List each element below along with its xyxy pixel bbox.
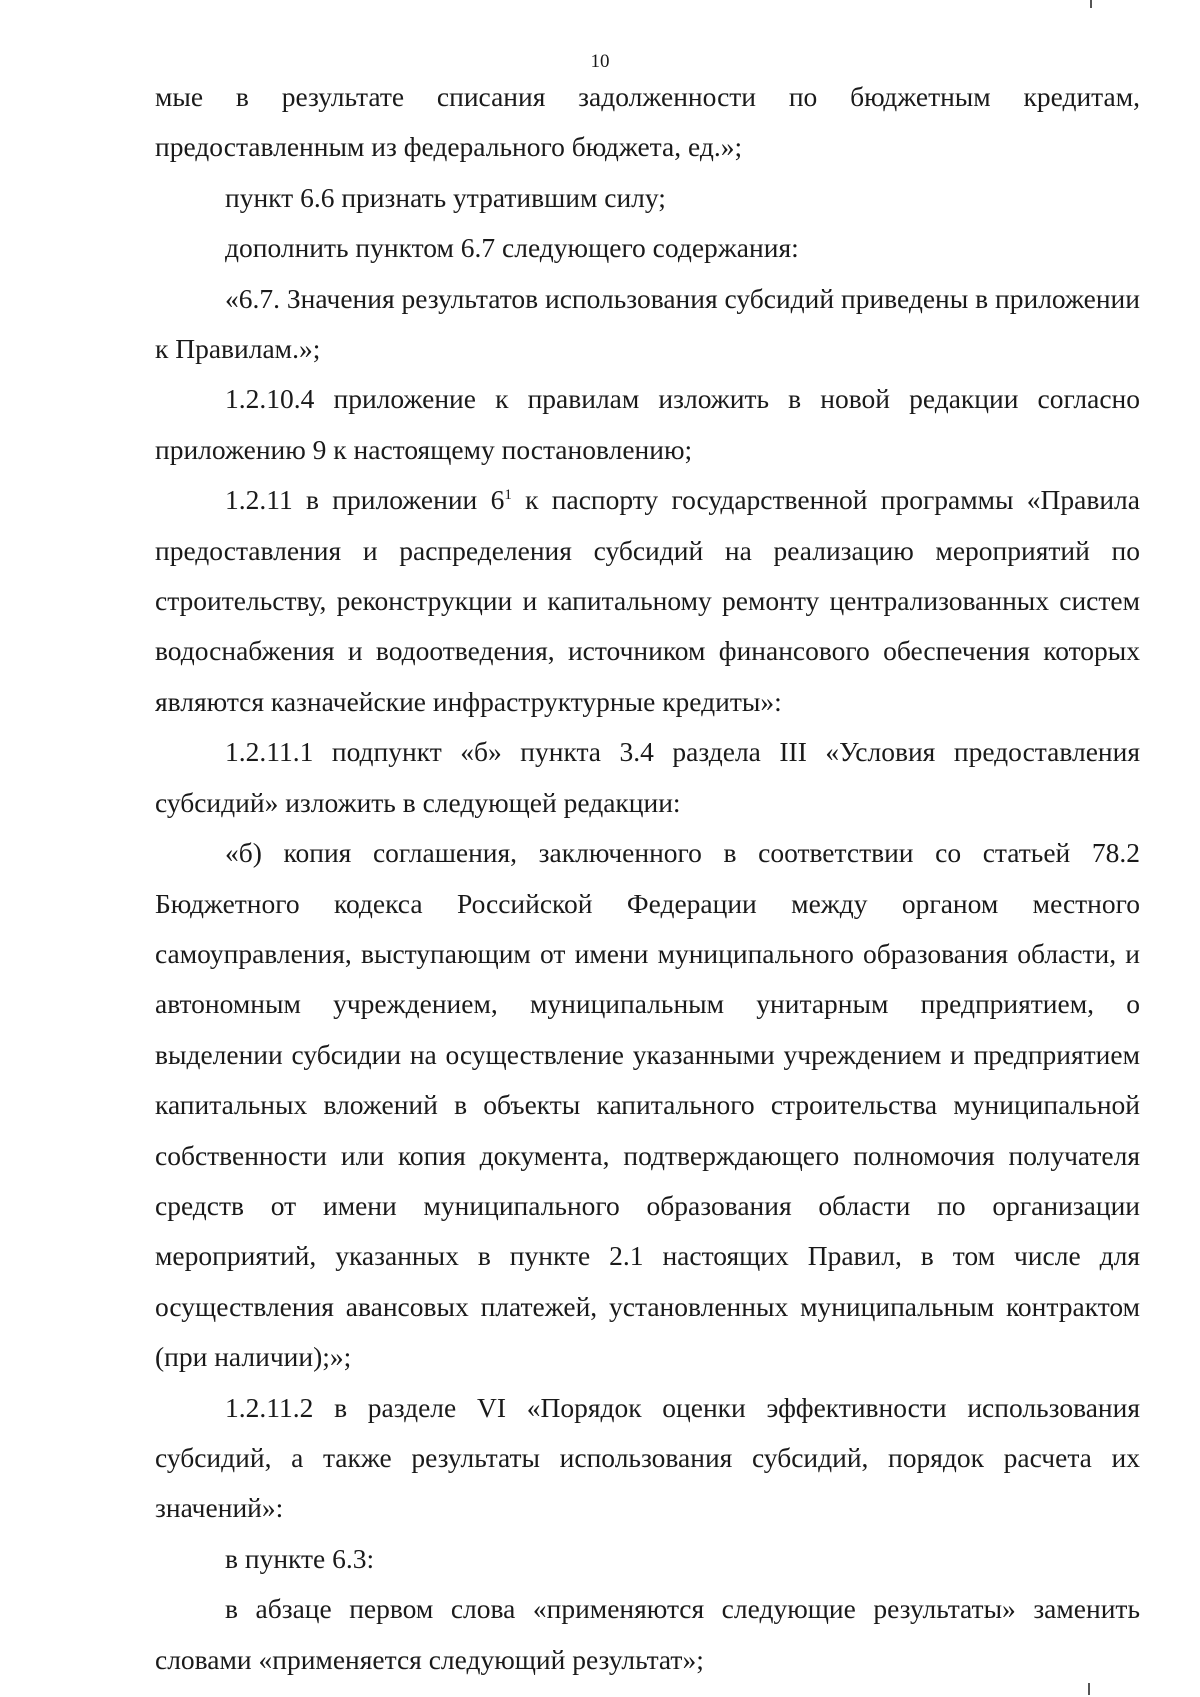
paragraph-continued: мые в результате списания задолженности по бюджетным кредитам, предоставленным из федерального бюджета, ед.»; bbox=[155, 81, 1140, 163]
paragraph-b-copy: «б) копия соглашения, заключенного в соответствии со статьей 78.2 Бюджетного кодекса Российской Федерации между органом местного самоуправления, выступающим от имени муниципального образования области, и автономным учреждением, муниципальным унитарным предприятием, о выделении субсидии на осуществление указанными учреждением и предприятием капитальных вложений в объекты капитального строительства муниципальной собственности или копия документа, подтверждающего полномочия получателя средств от имени муниципального образования области по организации мероприятий, указанных в пункте 2.1 настоящих Правил, в том числе для осуществления авансовых платежей, установленных муниципальным контрактом (при наличии);»; bbox=[155, 837, 1140, 1373]
paragraph-first-abzac: в абзаце первом слова «применяются следующие результаты» заменить словами «применяется следующий результат»; bbox=[155, 1593, 1140, 1675]
superscript-1: 1 bbox=[504, 487, 512, 504]
paragraph-6-3: в пункте 6.3: bbox=[225, 1542, 375, 1574]
scan-mark-bottom-right bbox=[1088, 1683, 1090, 1695]
paragraph-1-2-11-end: к паспорту государственной программы «Правила предоставления и распределения субсидий на реализацию мероприятий по строительству, реконструкции и капитальному ремонту централизованных систем водоснабжения и водоотведения, источником финансового обеспечения которых являются казначейские инфраструктурные кредиты»: bbox=[155, 484, 1140, 717]
paragraph-6-7: «6.7. Значения результатов использования субсидий приведены в приложении к Правилам.»; bbox=[155, 282, 1140, 365]
scan-mark-top-right bbox=[1090, 0, 1092, 8]
page-number: 10 bbox=[590, 51, 610, 72]
paragraph-6-6-void: пункт 6.6 признать утратившим силу; bbox=[225, 181, 666, 213]
document-body bbox=[155, 72, 1140, 1685]
paragraph-1-2-11-start: 1.2.11 в приложении 6 bbox=[225, 484, 505, 516]
paragraph-1-2-11-2: 1.2.11.2 в разделе VI «Порядок оценки эффективности использования субсидий, а также результаты использования субсидий, порядок расчета их значений»: bbox=[155, 1391, 1140, 1524]
paragraph-1-2-11-1: 1.2.11.1 подпункт «б» пункта 3.4 раздела III «Условия предоставления субсидий» изложить в следующей редакции: bbox=[155, 736, 1140, 818]
paragraph-1-2-10-4: 1.2.10.4 приложение к правилам изложить в новой редакции согласно приложению 9 к настоящему постановлению; bbox=[155, 383, 1140, 465]
paragraph-add-6-7: дополнить пунктом 6.7 следующего содержания: bbox=[225, 232, 799, 264]
paragraph-1-2-11 bbox=[155, 475, 1140, 727]
